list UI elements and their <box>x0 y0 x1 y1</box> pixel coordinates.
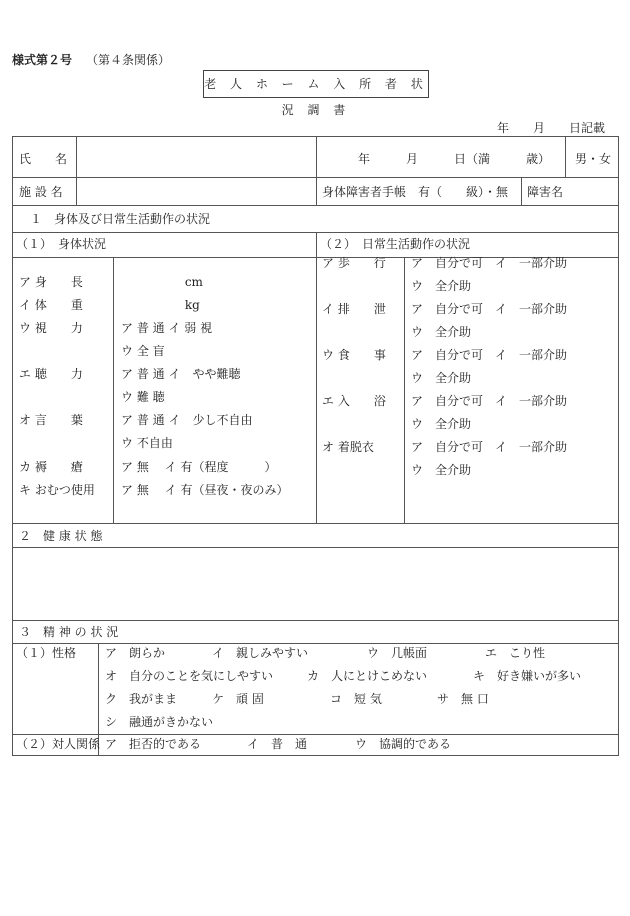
name-label: 氏 名 <box>19 152 68 166</box>
adl-option[interactable]: ア 自分で可 イ 一部介助 <box>411 302 568 316</box>
disability-handbook-field[interactable]: 身体障害者手帳 有（ 級）・無 <box>322 185 509 199</box>
personality-option[interactable]: ケ 頑 固 <box>212 692 264 706</box>
physical-item-option[interactable]: ウ 全 盲 <box>121 344 165 358</box>
document-title: 老 人 ホ ー ム 入 所 者 状 況 調 書 <box>203 70 429 98</box>
adl-option[interactable]: ア 自分で可 イ 一部介助 <box>411 256 568 270</box>
birth-age-field[interactable]: 年 月 日（満 歳） <box>358 152 551 166</box>
sex-field[interactable]: 男・女 <box>575 152 612 166</box>
section2-heading: ２ 健 康 状 態 <box>19 529 103 543</box>
form-number: 様式第２号 <box>12 53 73 67</box>
adl-option[interactable]: ウ 全介助 <box>411 371 472 385</box>
physical-item-option[interactable]: kg <box>121 298 200 312</box>
relations-option[interactable]: ア 拒否的である <box>105 737 202 751</box>
relations-label: （２）対人関係 <box>16 737 101 751</box>
personality-option[interactable]: オ 自分のことを気にしやすい <box>105 669 274 683</box>
relations-option[interactable]: ウ 協調的である <box>355 737 452 751</box>
personality-label: （１）性格 <box>16 646 77 660</box>
health-status-field[interactable] <box>13 548 618 620</box>
physical-item-option[interactable]: ア 普 通 イ 少し不自由 <box>121 413 253 427</box>
physical-item-option[interactable]: ア 普 通 イ 弱 視 <box>121 321 213 335</box>
personality-option[interactable]: ク 我がまま <box>105 692 178 706</box>
adl-item-label: イ 排 泄 <box>322 302 386 316</box>
disability-name-label: 障害名 <box>527 185 564 199</box>
adl-option[interactable]: ウ 全介助 <box>411 417 472 431</box>
adl-option[interactable]: ウ 全介助 <box>411 325 472 339</box>
adl-heading: （２） 日常生活動作の状況 <box>320 237 471 251</box>
physical-item-label: ア 身 長 <box>19 275 83 289</box>
personality-option[interactable]: カ 人にとけこめない <box>307 669 428 683</box>
adl-option[interactable]: ア 自分で可 イ 一部介助 <box>411 348 568 362</box>
physical-status-heading: （１） 身体状況 <box>16 237 107 251</box>
physical-item-option[interactable]: ア 無 イ 有（昼夜・夜のみ） <box>121 483 289 497</box>
adl-option[interactable]: ウ 全介助 <box>411 279 472 293</box>
section3-heading: ３ 精 神 の 状 況 <box>19 625 119 639</box>
physical-item-option[interactable]: cm <box>121 275 203 289</box>
physical-item-label: エ 聴 力 <box>19 367 83 381</box>
personality-option[interactable]: イ 親しみやすい <box>212 646 309 660</box>
physical-item-label: カ 褥 瘡 <box>19 460 83 474</box>
adl-item-label: ウ 食 事 <box>322 348 386 362</box>
adl-item-label: オ 着脱衣 <box>322 440 374 454</box>
physical-item-label: ウ 視 力 <box>19 321 83 335</box>
physical-item-option[interactable]: ア 普 通 イ やや難聴 <box>121 367 241 381</box>
record-date: 年 月 日記載 <box>497 121 606 135</box>
physical-item-option[interactable]: ウ 不自由 <box>121 436 173 450</box>
adl-item-label: エ 入 浴 <box>322 394 386 408</box>
physical-item-option[interactable]: ウ 難 聴 <box>121 390 165 404</box>
personality-option[interactable]: コ 短 気 <box>330 692 382 706</box>
personality-option[interactable]: キ 好き嫌いが多い <box>473 669 582 683</box>
personality-option[interactable]: エ こり性 <box>485 646 546 660</box>
adl-option[interactable]: ア 自分で可 イ 一部介助 <box>411 440 568 454</box>
form-reference: （第４条関係） <box>86 53 171 67</box>
facility-label: 施 設 名 <box>19 185 63 199</box>
physical-item-option[interactable]: ア 無 イ 有（程度 ） <box>121 460 277 474</box>
section1-heading: １ 身体及び日常生活動作の状況 <box>30 212 211 226</box>
physical-item-label: キ おむつ使用 <box>19 483 95 497</box>
adl-option[interactable]: ウ 全介助 <box>411 463 472 477</box>
adl-option[interactable]: ア 自分で可 イ 一部介助 <box>411 394 568 408</box>
personality-option[interactable]: ウ 几帳面 <box>367 646 428 660</box>
relations-option[interactable]: イ 普 通 <box>247 737 308 751</box>
adl-item-label: ア 歩 行 <box>322 256 386 270</box>
personality-option[interactable]: サ 無 口 <box>437 692 489 706</box>
physical-item-label: オ 言 葉 <box>19 413 83 427</box>
personality-option[interactable]: シ 融通がきかない <box>105 715 214 729</box>
physical-item-label: イ 体 重 <box>19 298 83 312</box>
personality-option[interactable]: ア 朗らか <box>105 646 166 660</box>
